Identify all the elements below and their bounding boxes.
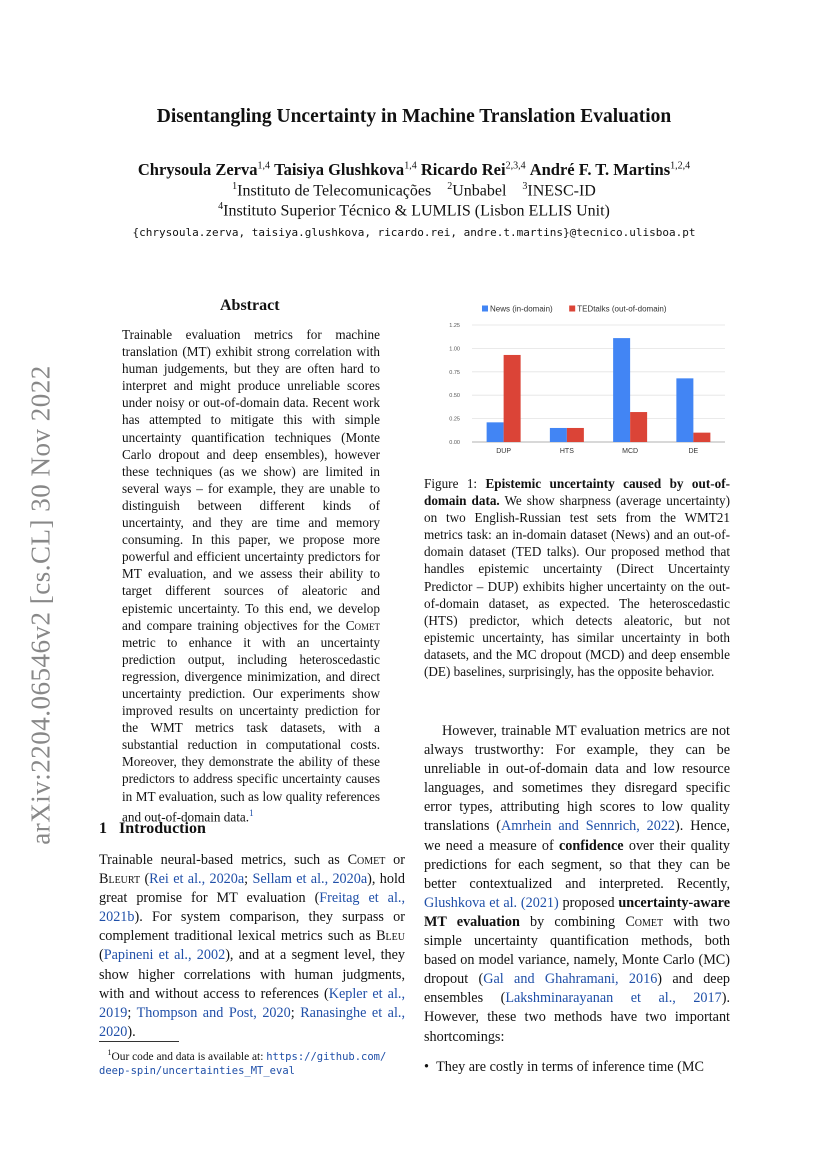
bar xyxy=(676,378,693,442)
citation-link[interactable]: Freitag et al., 2021b xyxy=(99,890,405,926)
affil-mark: 3 xyxy=(522,181,528,192)
abstract-text: metric to enhance it with an uncertainty prediction output, including heteroscedastic regression, divergence minimization, and direct uncertainty prediction. Our experiments show improved results on uncertainty prediction for the WMT metrics task datasets, with a substantial reduction in computational costs. Moreover, they demonstrate the ability of these predictors to address specific uncertainty causes in MT evaluation, such as low quality references and out-of-domain data. xyxy=(122,634,380,825)
author-affil-mark: 2,3,4 xyxy=(505,160,526,172)
text-run: Trainable neural-based metrics, such as xyxy=(99,852,348,868)
bullet-item xyxy=(424,1058,730,1077)
affiliation: Instituto Superior Técnico & LUMLIS (Lisbon ELLIS Unit) xyxy=(223,202,610,220)
citation-link[interactable]: Thompson and Post, 2020 xyxy=(136,1004,291,1021)
intro-paragraph xyxy=(99,851,405,1042)
y-tick-label: 0.50 xyxy=(449,393,460,400)
y-tick-label: 1.25 xyxy=(449,323,460,329)
footnote-url[interactable]: deep-spin/uncertainties_MT_eval xyxy=(99,1065,295,1078)
text-run: with two simple uncertainty quantification methods, both based on model variance, namely, Monte Carlo (MC) dropout ( xyxy=(424,913,730,988)
text-run: proposed xyxy=(558,894,619,911)
affiliation: Unbabel xyxy=(452,182,507,200)
footnote-link[interactable]: 1 xyxy=(249,807,254,818)
y-tick-label: 0.75 xyxy=(449,369,460,376)
x-tick-label: DUP xyxy=(496,448,512,455)
caption-label: Figure 1: xyxy=(424,476,478,491)
text-run: by combining xyxy=(519,913,626,930)
bleurt-name: Bleurt xyxy=(99,871,141,888)
paper-title: Disentangling Uncertainty in Machine Translation Evaluation xyxy=(156,106,672,127)
author-affil-mark: 1,4 xyxy=(257,160,270,172)
text-run: However, trainable MT evaluation metrics are not always trustworthy: For example, they can be unreliable in out-of-domain data and low resource languages, and sometimes they disregard specific error types, attributing high scores to low quality translations ( xyxy=(424,723,730,835)
text-run: ). Hence, we need a measure of xyxy=(424,818,730,854)
affil-mark: 4 xyxy=(218,201,224,212)
y-tick-label: 0.00 xyxy=(449,440,460,446)
author-list xyxy=(0,160,828,180)
figure-caption xyxy=(424,475,730,680)
bar xyxy=(613,338,630,442)
text-run: ; xyxy=(290,1004,301,1021)
text-run: ; xyxy=(127,1004,137,1021)
citation-link[interactable]: Kepler et al., 2019 xyxy=(99,985,405,1021)
citation-link[interactable]: Amrhein and Sennrich, 2022 xyxy=(501,818,676,835)
text-run: over their quality predictions for each segment, so that they can be better contextualized and interpreted. Recently, xyxy=(424,837,730,892)
author-affil-mark: 1,2,4 xyxy=(670,160,691,172)
emphasis: uncertainty-aware MT evaluation xyxy=(424,894,730,930)
comet-name: Comet xyxy=(347,852,386,868)
bullet-mark: • xyxy=(424,1059,429,1075)
bar xyxy=(487,422,504,442)
affiliation: Instituto de Telecomunicações xyxy=(237,182,432,200)
bar xyxy=(630,412,647,442)
footnote-rule xyxy=(99,1041,179,1042)
author-affil-mark: 1,4 xyxy=(404,160,417,172)
citation-link[interactable]: Glushkova et al. (2021) xyxy=(424,894,559,911)
citation-link[interactable]: Papineni et al., 2002 xyxy=(103,947,226,964)
abstract-text: Trainable evaluation metrics for machine translation (MT) exhibit strong correlation with human judgements, but they are often hard to interpret and might produce unreliable scores under noisy or out-of-domain data. Recent work has attempted to mitigate this with simple uncertainty quantification techniques (Monte Carlo dropout and deep ensembles), however these techniques (as we show) are limited in several ways – for example, they are unable to distinguish between different kinds of uncertainty, and they are time and memory consuming. In this paper, we propose more powerful and efficient uncertainty predictors for MT evaluation, and we assess their ability to target different sources of aleatoric and epistemic uncertainty. To this end, we develop and compare training objectives for the xyxy=(122,327,380,633)
emphasis: confidence xyxy=(558,837,624,854)
abstract-body xyxy=(122,326,380,825)
y-tick-label: 1.00 xyxy=(449,346,460,353)
affiliation: INESC-ID xyxy=(527,182,596,200)
text-run: ). For system comparison, they surpass or complement traditional lexical metrics such as xyxy=(99,909,405,945)
comet-name: Comet xyxy=(625,913,664,930)
author-name: Ricardo Rei xyxy=(420,160,506,179)
text-run: ). xyxy=(127,1023,136,1040)
citation-link[interactable]: Gal and Ghahramani, 2016 xyxy=(483,971,658,988)
legend-swatch xyxy=(569,306,575,312)
abstract-heading: Abstract xyxy=(220,297,280,314)
caption-title: Epistemic uncertainty caused by out-of-domain data. xyxy=(424,476,730,509)
affil-mark: 1 xyxy=(232,181,238,192)
author-name: André F. T. Martins xyxy=(529,160,671,179)
x-tick-label: DE xyxy=(688,448,699,455)
arxiv-id: arXiv:2204.06546v2 [cs.CL] 30 Nov 2022 xyxy=(25,365,56,845)
sharpness-bar-chart xyxy=(420,296,735,461)
author-name: Chrysoula Zerva xyxy=(137,160,258,179)
citation-link[interactable]: Ranasinghe et al., 2020 xyxy=(99,1004,406,1040)
section-number: 1 xyxy=(99,820,107,837)
arxiv-stamp xyxy=(16,360,66,850)
author-emails: {chrysoula.zerva, taisiya.glushkova, ricardo.rei, andre.t.martins}@tecnico.ulisboa.pt xyxy=(132,226,696,239)
caption-text: We show sharpness (average uncertainty) on two English-Russian test sets from the WMT21 metrics task: an in-domain dataset (News) and an out-of-domain dataset (TED talks). Our proposed method that handles epistemic uncertainty (Direct Uncertainty Predictor – DUP) exhibits higher uncertainty on the out-of-domain dataset, as expected. The heteroscedastic (HTS) predictor, which detects aleatoric, but not epistemic uncertainty, has similar uncertainty in both datasets, and the MC dropout (MCD) and deep ensemble (DE) baselines, surprisingly, has the opposite behavior. xyxy=(424,493,731,680)
text-run: or xyxy=(385,852,405,868)
bleu-name: Bleu xyxy=(376,928,405,945)
bar xyxy=(550,428,567,442)
bar xyxy=(693,433,710,442)
section-heading xyxy=(99,820,206,838)
bar xyxy=(567,428,584,442)
footnote-url[interactable]: https://github.com/ xyxy=(266,1050,387,1063)
citation-link[interactable]: Lakshminarayanan et al., 2017 xyxy=(505,990,722,1007)
author-name: Taisiya Glushkova xyxy=(274,160,405,179)
text-run: ) and deep ensembles ( xyxy=(424,971,730,1007)
footnote xyxy=(99,1046,409,1079)
right-column-paragraph xyxy=(424,722,730,1047)
y-tick-label: 0.25 xyxy=(449,416,460,423)
citation-link[interactable]: Rei et al., 2020a xyxy=(149,871,245,888)
legend-swatch xyxy=(482,306,488,312)
bullet-text: They are costly in terms of inference time (MC xyxy=(436,1059,704,1075)
legend-label: News (in-domain) xyxy=(490,304,553,314)
section-title: Introduction xyxy=(119,820,206,837)
text-run: ), and at a segment level, they show higher correlations with human judgments, with and without access to references ( xyxy=(99,947,405,1002)
text-run: ( xyxy=(140,871,150,888)
text-run: ), hold great promise for MT evaluation ( xyxy=(99,871,405,907)
footnote-text: Our code and data is available at: xyxy=(111,1050,267,1063)
affiliations-line-1 xyxy=(0,181,828,200)
text-run: ). However, these two methods have two important shortcomings: xyxy=(424,990,730,1045)
x-tick-label: MCD xyxy=(622,448,639,455)
comet-name: Comet xyxy=(345,617,380,633)
legend-label: TEDtalks (out-of-domain) xyxy=(577,304,667,314)
text-run: ( xyxy=(99,947,104,964)
affiliations-line-2 xyxy=(0,201,828,220)
footnote-mark: 1 xyxy=(107,1048,112,1057)
citation-link[interactable]: Sellam et al., 2020a xyxy=(252,871,368,888)
x-tick-label: HTS xyxy=(559,448,574,455)
bar xyxy=(504,355,521,442)
affil-mark: 2 xyxy=(447,181,453,192)
text-run: ; xyxy=(244,871,253,888)
